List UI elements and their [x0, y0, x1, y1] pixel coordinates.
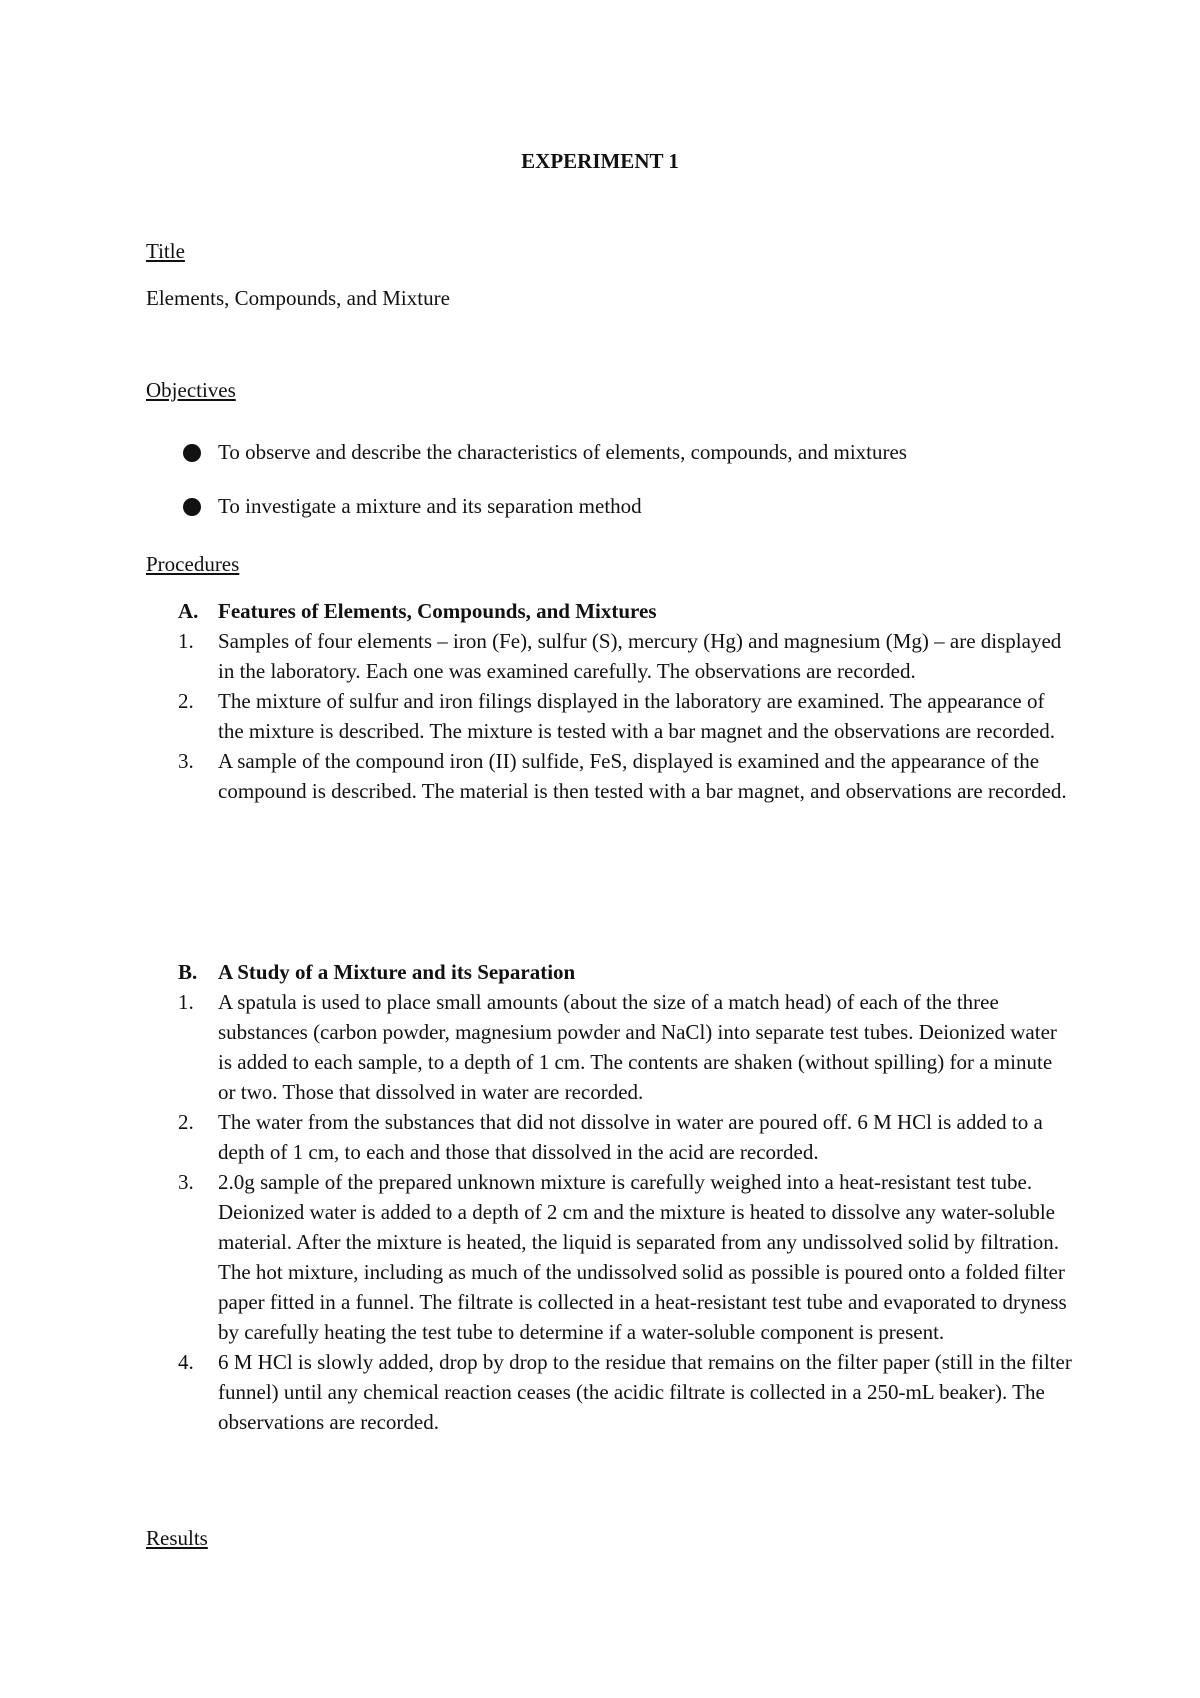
list-number: 2. [178, 689, 194, 713]
list-text: The mixture of sulfur and iron filings displayed in the laboratory are examined. The appearance of the mixture is described. The mixture is tested with a bar magnet and the observations are recorded. [218, 689, 1056, 743]
list-number: 1. [178, 990, 194, 1014]
list-text: The water from the substances that did not dissolve in water are poured off. 6 M HCl is added to a depth of 1 cm, to each and those that dissolved in the acid are recorded. [218, 1110, 1043, 1164]
list-item [178, 686, 1073, 746]
list-item [178, 1347, 1073, 1437]
list-item [178, 626, 1073, 686]
list-text: 2.0g sample of the prepared unknown mixture is carefully weighed into a heat-resistant test tube. Deionized water is added to a depth of 2 cm and the mixture is heated to dissolve any water-soluble material. After the mixture is heated, the liquid is separated from any undissolved solid by filtration. The hot mixture, including as much of the undissolved solid as possible is poured onto a folded filter paper fitted in a funnel. The filtrate is collected in a heat-resistant test tube and evaporated to dryness by carefully heating the test tube to determine if a water-soluble component is present. [218, 1170, 1067, 1344]
list-text: Samples of four elements – iron (Fe), sulfur (S), mercury (Hg) and magnesium (Mg) – are displayed in the laboratory. Each one was examined carefully. The observations are recorded. [218, 629, 1062, 683]
objectives-heading: Objectives [146, 378, 236, 402]
objective-text: To investigate a mixture and its separation method [218, 494, 642, 518]
bullet-icon [183, 498, 201, 516]
list-item [178, 987, 1073, 1107]
section-b-list [178, 987, 1073, 1437]
section-b-heading [178, 957, 575, 987]
section-letter: A. [178, 599, 199, 623]
list-item [178, 1107, 1073, 1167]
section-a-heading [178, 596, 657, 626]
objective-item [183, 437, 907, 467]
document-title: EXPERIMENT 1 [521, 149, 679, 173]
list-number: 3. [178, 1170, 194, 1194]
objective-text: To observe and describe the characteristics of elements, compounds, and mixtures [218, 440, 907, 464]
bullet-icon [183, 444, 201, 462]
list-item [178, 1167, 1073, 1347]
section-title: Features of Elements, Compounds, and Mixtures [218, 599, 657, 623]
list-number: 3. [178, 749, 194, 773]
list-number: 4. [178, 1350, 194, 1374]
list-text: A spatula is used to place small amounts (about the size of a match head) of each of the three substances (carbon powder, magnesium powder and NaCl) into separate test tubes. Deionized water is added to each sample, to a depth of 1 cm. The contents are shaken (without spilling) for a minute or two. Those that dissolved in water are recorded. [218, 990, 1057, 1104]
procedures-heading: Procedures [146, 552, 240, 576]
objective-item [183, 491, 642, 521]
results-heading: Results [146, 1526, 208, 1550]
section-a-list [178, 626, 1073, 806]
title-heading: Title [146, 239, 185, 263]
list-number: 2. [178, 1110, 194, 1134]
list-text: A sample of the compound iron (II) sulfide, FeS, displayed is examined and the appearance of the compound is described. The material is then tested with a bar magnet, and observations are recorded. [218, 749, 1067, 803]
list-text: 6 M HCl is slowly added, drop by drop to the residue that remains on the filter paper (still in the filter funnel) until any chemical reaction ceases (the acidic filtrate is collected in a 250-mL beaker). The observations are recorded. [218, 1350, 1072, 1434]
list-number: 1. [178, 629, 194, 653]
section-letter: B. [178, 960, 198, 984]
section-title: A Study of a Mixture and its Separation [218, 960, 576, 984]
list-item [178, 746, 1073, 806]
experiment-title-text: Elements, Compounds, and Mixture [146, 286, 450, 310]
